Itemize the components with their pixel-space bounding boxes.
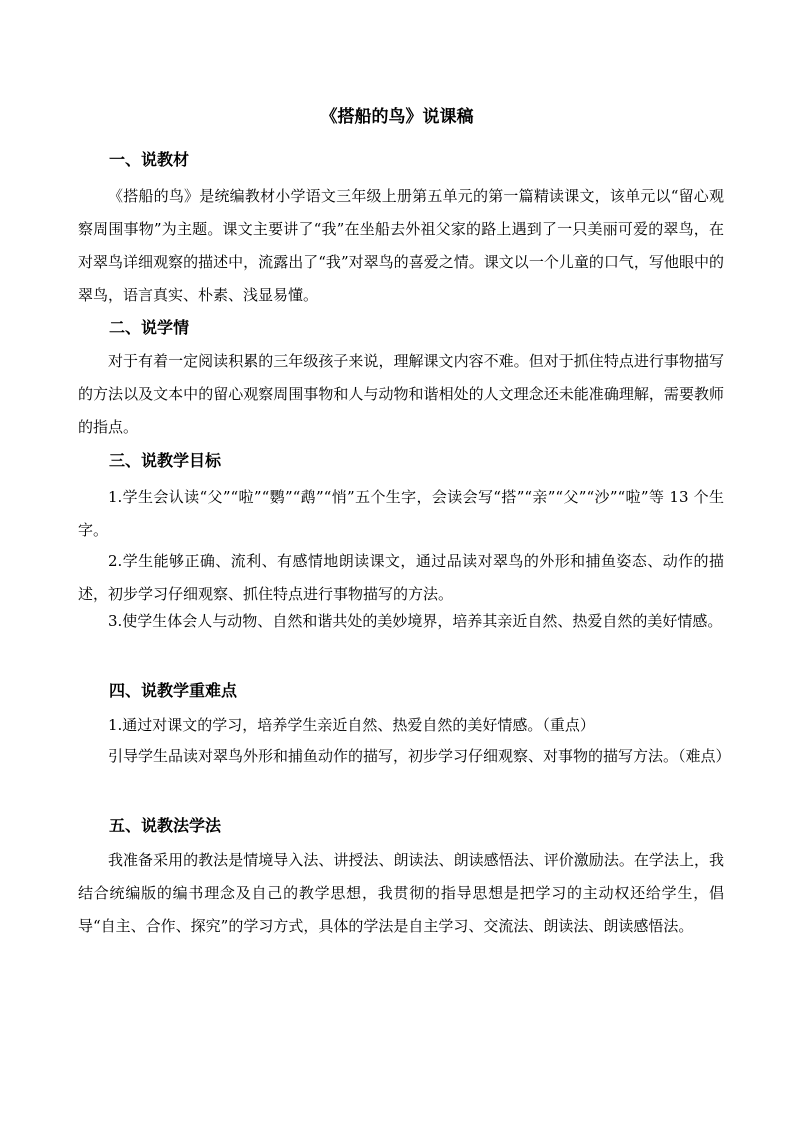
paragraph-goal-3: 3.使学生体会人与动物、自然和谐共处的美妙境界，培养其亲近自然、热爱自然的美好情感。 [108,612,723,630]
section-heading-methods: 五、说教法学法 [109,816,222,835]
paragraph-difficult-point: 引导学生品读对翠鸟外形和捕鱼动作的描写，初步学习仔细观察、对事物的描写方法。（难点） [108,747,731,765]
paragraph-methods: 我准备采用的教法是情境导入法、讲授法、朗读法、朗读感悟法、评价激励法。在学法上，我结合统编版的编书理念及自己的教学思想，我贯彻的指导思想是把学习的主动权还给学生，倡导“自主、合作、探究”的学习方式，具体的学法是自主学习、交流法、朗读法、朗读感悟法。 [78,851,724,935]
section-heading-textbook: 一、说教材 [109,150,190,169]
paragraph-student-situation: 对于有着一定阅读积累的三年级孩子来说，理解课文内容不难。但对于抓住特点进行事物描写的方法以及文本中的留心观察周围事物和人与动物和谐相处的人文理念还未能准确理解，需要教师的指点。 [78,352,724,436]
paragraph-key-point: 1.通过对课文的学习，培养学生亲近自然、热爱自然的美好情感。（重点） [108,716,595,734]
paragraph-goal-1: 1.学生会认读“父”“啦”“鹦”“鹉”“悄”五个生字，会读会写“搭”“亲”“父”“沙”“啦”等 13 个生字。 [78,488,724,539]
document-title: 《搭船的鸟》说课稿 [320,107,474,127]
section-heading-student-situation: 二、说学情 [109,318,190,337]
section-heading-teaching-goals: 三、说教学目标 [109,451,222,470]
paragraph-textbook: 《搭船的鸟》是统编教材小学语文三年级上册第五单元的第一篇精读课文，该单元以“留心观察周围事物”为主题。课文主要讲了“我”在坐船去外祖父家的路上遇到了一只美丽可爱的翠鸟，在对翠鸟详细观察的描述中，流露出了“我”对翠鸟的喜爱之情。课文以一个儿童的口气，写他眼中的翠鸟，语言真实、朴素、浅显易懂。 [78,187,724,304]
section-heading-key-difficult-points: 四、说教学重难点 [109,681,238,700]
paragraph-goal-2: 2.学生能够正确、流利、有感情地朗读课文，通过品读对翠鸟的外形和捕鱼姿态、动作的描述，初步学习仔细观察、抓住特点进行事物描写的方法。 [78,552,724,603]
